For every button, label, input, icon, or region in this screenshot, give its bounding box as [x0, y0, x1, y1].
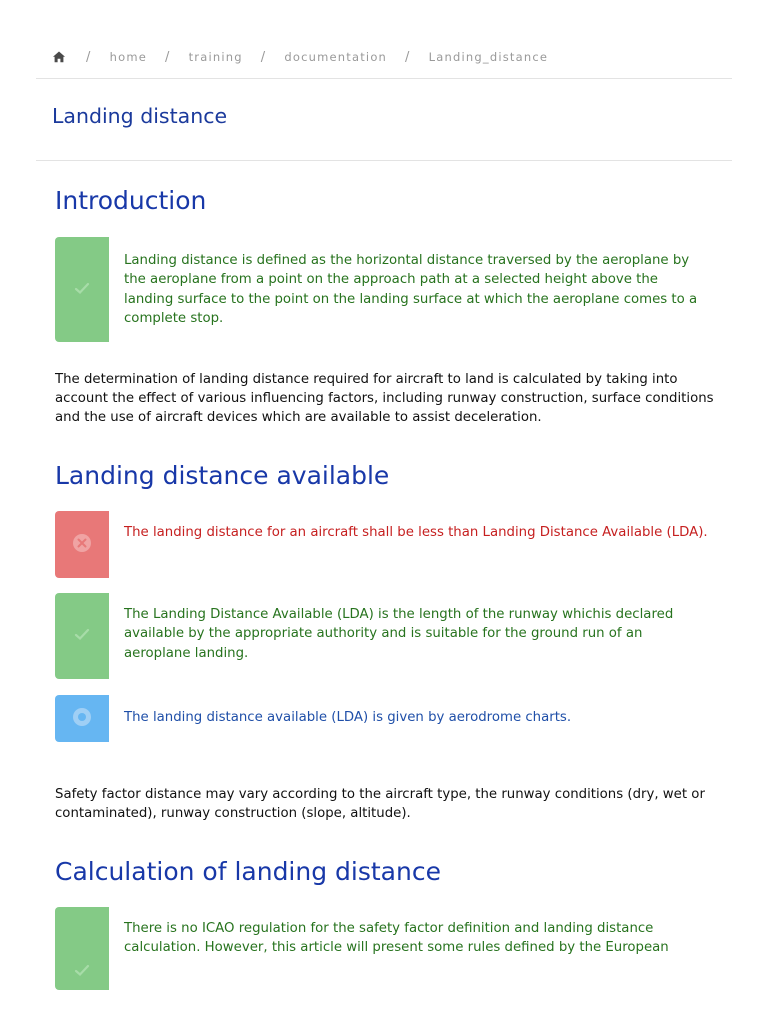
breadcrumb-link-training[interactable]: training	[188, 50, 243, 64]
callout-icon-bar	[55, 511, 109, 578]
heading-calculation: Calculation of landing distance	[55, 857, 441, 886]
close-circle-icon	[72, 533, 92, 557]
callout-text: Landing distance is defined as the horizontal distance traversed by the aeroplane by the aeroplane from a point on the approach path at a selected height above the landing surface to the point on the landing surface at which the aeroplane comes to a complete stop.	[124, 253, 698, 327]
callout-icon-bar	[55, 593, 109, 679]
heading-introduction: Introduction	[55, 186, 207, 215]
callout-text: The landing distance for an aircraft shall be less than Landing Distance Available (LDA).	[124, 525, 708, 540]
callout-icon-bar	[55, 695, 109, 742]
home-icon[interactable]	[52, 50, 66, 64]
callout-calculation	[55, 907, 717, 990]
breadcrumb-separator: /	[165, 49, 171, 65]
check-icon	[74, 280, 90, 300]
callout-info	[55, 695, 717, 742]
safety-factor-paragraph: Safety factor distance may vary according to the aircraft type, the runway conditions (dry, wet or contaminated), runway construction (slope, altitude).	[55, 787, 705, 822]
breadcrumb-current-page[interactable]: Landing_distance	[428, 50, 549, 64]
callout-icon-bar	[55, 907, 109, 990]
breadcrumb	[36, 36, 732, 79]
check-icon	[74, 962, 90, 982]
callout-lda-definition	[55, 593, 717, 679]
check-icon	[74, 626, 90, 646]
callout-definition	[55, 237, 717, 342]
intro-paragraph: The determination of landing distance required for aircraft to land is calculated by taking into account the effect of various influencing factors, including runway construction, surface conditions and the use of aircraft devices which are available to assist deceleration.	[55, 372, 714, 426]
title-divider	[36, 160, 732, 161]
breadcrumb-separator: /	[260, 49, 267, 65]
breadcrumb-separator: /	[86, 49, 92, 65]
breadcrumb-link-documentation[interactable]: documentation	[284, 50, 388, 64]
callout-text: The Landing Distance Available (LDA) is the length of the runway whichis declared available by the appropriate authority and is suitable for the ground run of an aeroplane landing.	[124, 607, 674, 661]
breadcrumb-link-home[interactable]: home	[109, 50, 147, 64]
breadcrumb-separator: /	[405, 49, 411, 65]
callout-icon-bar	[55, 237, 109, 342]
callout-text: The landing distance available (LDA) is given by aerodrome charts.	[124, 710, 572, 725]
callout-text: There is no ICAO regulation for the safety factor definition and landing distance calculation. However, this article will present some rules defined by the European	[124, 921, 669, 956]
info-circle-icon	[72, 707, 92, 731]
callout-warning	[55, 511, 717, 578]
heading-landing-distance-available: Landing distance available	[55, 461, 390, 490]
page-title: Landing distance	[52, 104, 228, 128]
